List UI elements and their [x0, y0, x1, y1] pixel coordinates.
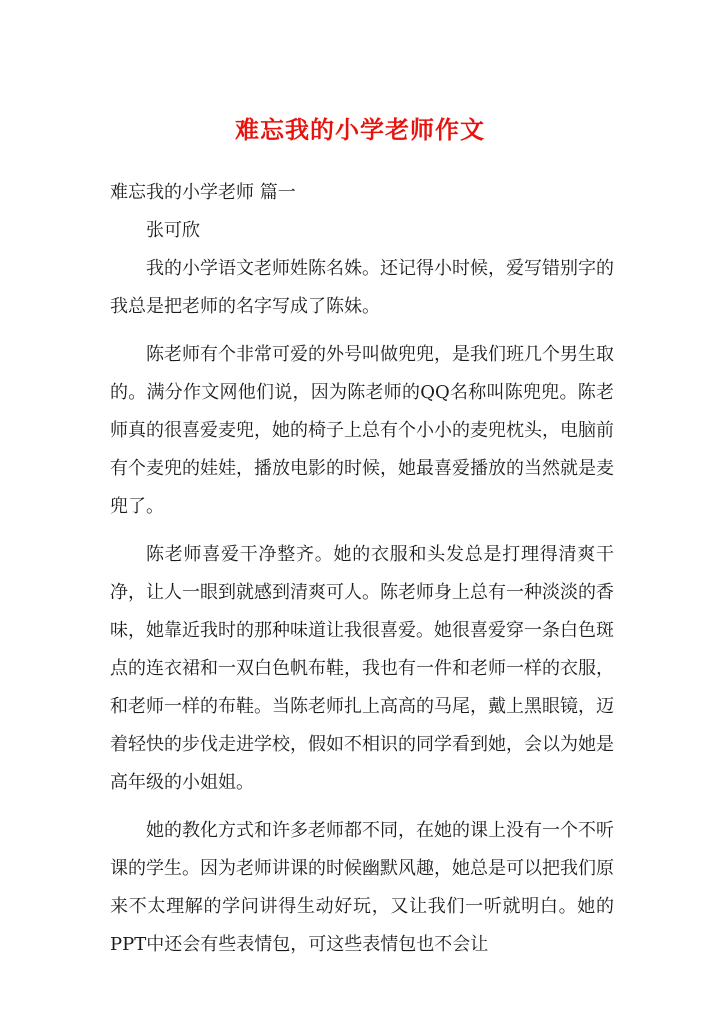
paragraph: 她的教化方式和许多老师都不同，在她的课上没有一个不听课的学生。因为老师讲课的时候幽默风趣，她总是可以把我们原来不太理解的学问讲得生动好玩，又让我们一听就明白。她的PPT中还会有些表情包，可这些表情包也不会让 — [110, 820, 614, 955]
paragraph: 陈老师有个非常可爱的外号叫做兜兜，是我们班几个男生取的。满分作文网他们说，因为陈老师的QQ名称叫陈兜兜。陈老师真的很喜爱麦兜，她的椅子上总有个小小的麦兜枕头，电脑前有个麦兜的娃娃，播放电影的时候，她最喜爱播放的当然就是麦兜了。 — [110, 344, 614, 517]
paragraph: 我的小学语文老师姓陈名姝。还记得小时候，爱写错别字的我总是把老师的名字写成了陈妹。 — [110, 258, 614, 317]
section-heading: 难忘我的小学老师 篇一 — [110, 182, 296, 203]
document-body — [110, 174, 614, 974]
document-title: 难忘我的小学老师作文 — [235, 115, 485, 144]
author-name: 张可欣 — [146, 220, 200, 241]
paragraph: 陈老师喜爱干净整齐。她的衣服和头发总是打理得清爽干净，让人一眼到就感到清爽可人。陈老师身上总有一种淡淡的香味，她靠近我时的那种味道让我很喜爱。她很喜爱穿一条白色斑点的连衣裙和一双白色帆布鞋，我也有一件和老师一样的衣服，和老师一样的布鞋。当陈老师扎上高高的马尾，戴上黑眼镜，迈着轻快的步伐走进学校，假如不相识的同学看到她，会以为她是高年级的小姐姐。 — [110, 544, 614, 793]
